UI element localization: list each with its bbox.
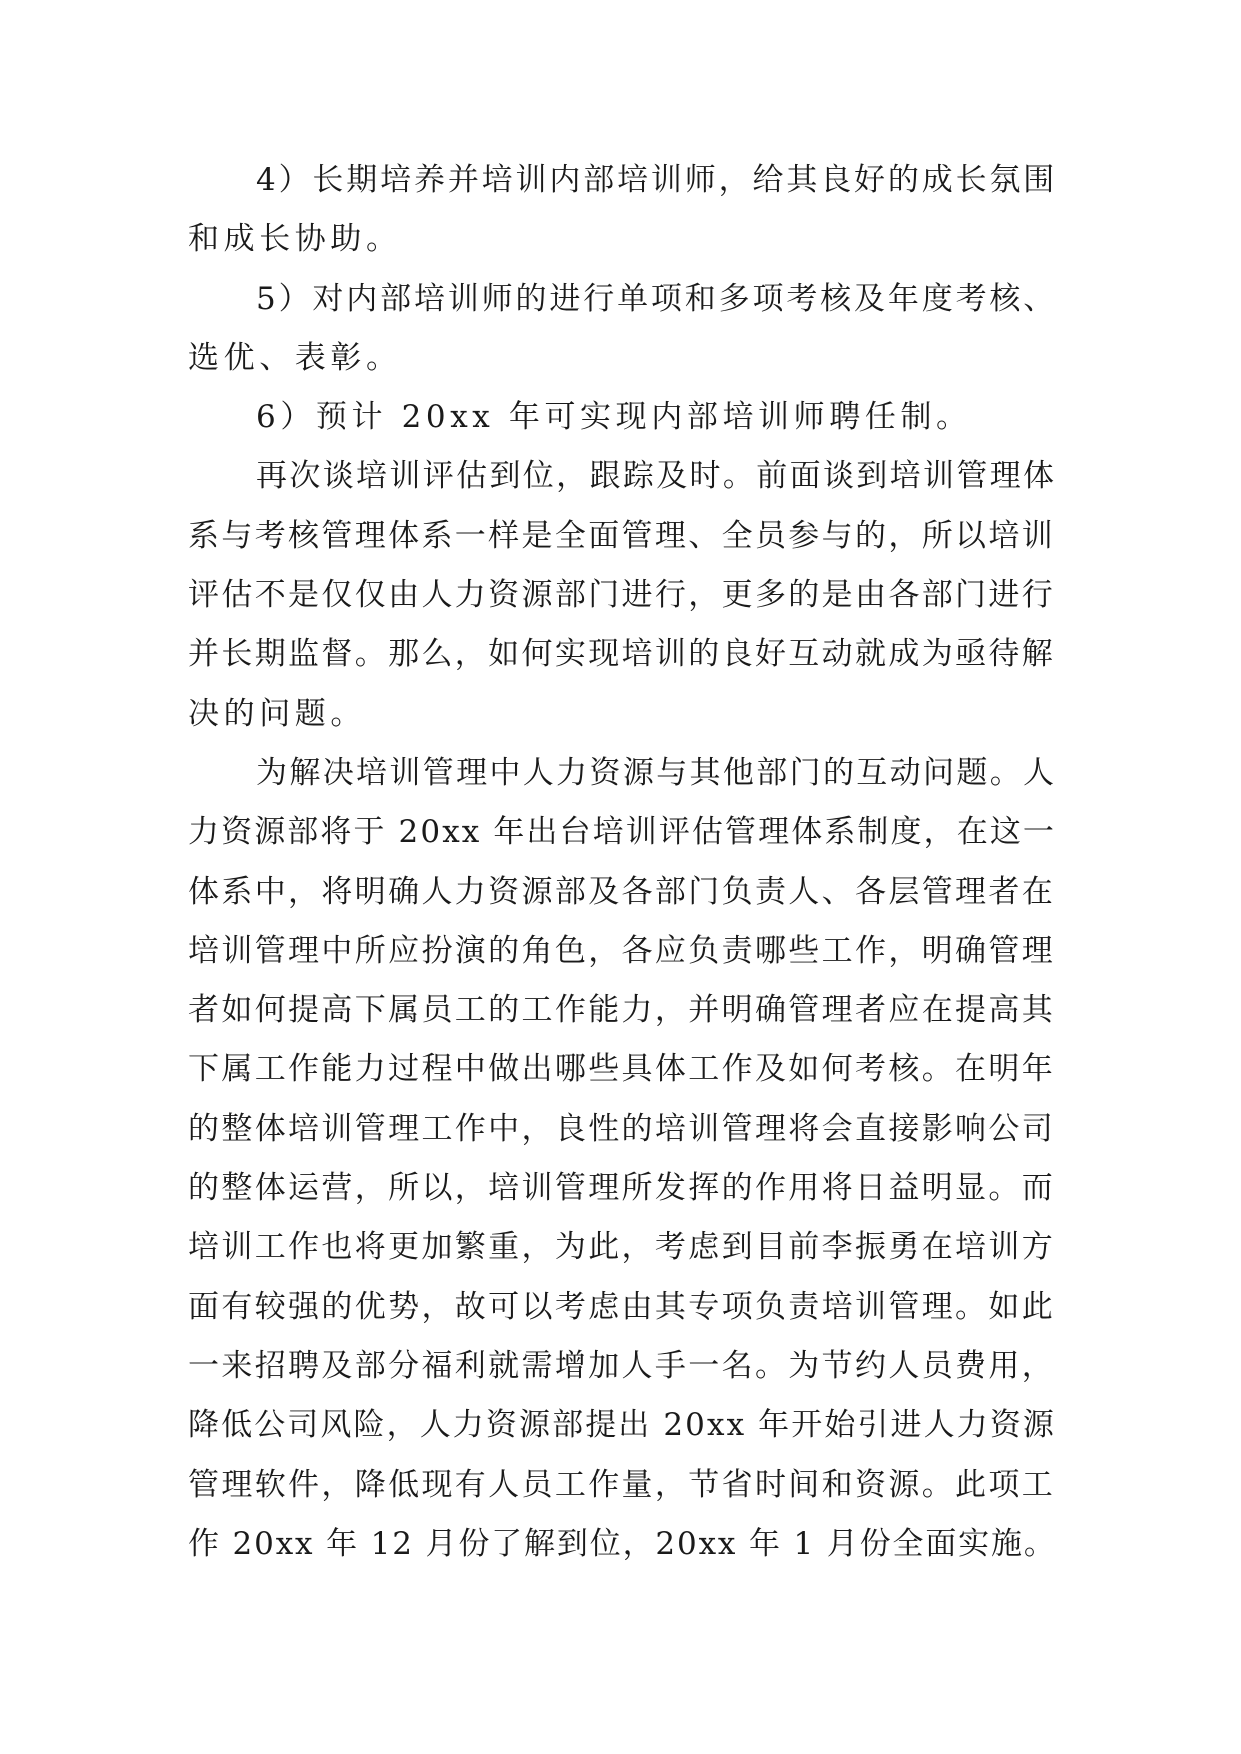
paragraph-line: 培训工作也将更加繁重，为此，考虑到目前李振勇在培训方 — [188, 1229, 1056, 1266]
paragraph-line: 者如何提高下属员工的工作能力，并明确管理者应在提高其 — [188, 992, 1056, 1029]
paragraph-line: 的整体运营，所以，培训管理所发挥的作用将日益明显。而 — [188, 1170, 1056, 1207]
paragraph-first-line: 再次谈培训评估到位，跟踪及时。前面谈到培训管理体 — [256, 458, 1057, 495]
paragraph-first-line: 6）预计 20xx 年可实现内部培训师聘任制。 — [256, 399, 972, 436]
paragraph-line: 培训管理中所应扮演的角色，各应负责哪些工作，明确管理 — [188, 932, 1056, 969]
paragraph-line: 的整体培训管理工作中，良性的培训管理将会直接影响公司 — [188, 1110, 1056, 1147]
paragraph-line: 一来招聘及部分福利就需增加人手一名。为节约人员费用， — [188, 1347, 1056, 1384]
paragraph-line: 选优、表彰。 — [188, 339, 402, 376]
paragraph-line: 并长期监督。那么，如何实现培训的良好互动就成为亟待解 — [188, 636, 1056, 673]
paragraph-line: 系与考核管理体系一样是全面管理、全员参与的，所以培训 — [188, 517, 1056, 554]
paragraph-first-line: 4）长期培养并培训内部培训师，给其良好的成长氛围 — [256, 162, 1058, 198]
paragraph-line: 决的问题。 — [188, 695, 366, 732]
paragraph-line: 管理软件，降低现有人员工作量，节省时间和资源。此项工 — [188, 1466, 1056, 1503]
paragraph-line: 体系中，将明确人力资源部及各部门负责人、各层管理者在 — [188, 873, 1056, 910]
document-body — [188, 154, 1058, 1577]
paragraph-line: 降低公司风险，人力资源部提出 20xx 年开始引进人力资源 — [188, 1407, 1057, 1444]
paragraph-line: 力资源部将于 20xx 年出台培训评估管理体系制度，在这一 — [188, 814, 1057, 851]
paragraph-line: 和成长协助。 — [188, 221, 402, 258]
paragraph-line: 下属工作能力过程中做出哪些具体工作及如何考核。在明年 — [188, 1051, 1056, 1088]
paragraph-line: 评估不是仅仅由人力资源部门进行，更多的是由各部门进行 — [188, 577, 1056, 614]
paragraph-line: 面有较强的优势，故可以考虑由其专项负责培训管理。如此 — [188, 1288, 1056, 1325]
paragraph-line: 作 20xx 年 12 月份了解到位，20xx 年 1 月份全面实施。 — [188, 1525, 1057, 1562]
paragraph-first-line: 为解决培训管理中人力资源与其他部门的互动问题。人 — [256, 754, 1057, 791]
paragraph-first-line: 5）对内部培训师的进行单项和多项考核及年度考核、 — [256, 280, 1058, 317]
